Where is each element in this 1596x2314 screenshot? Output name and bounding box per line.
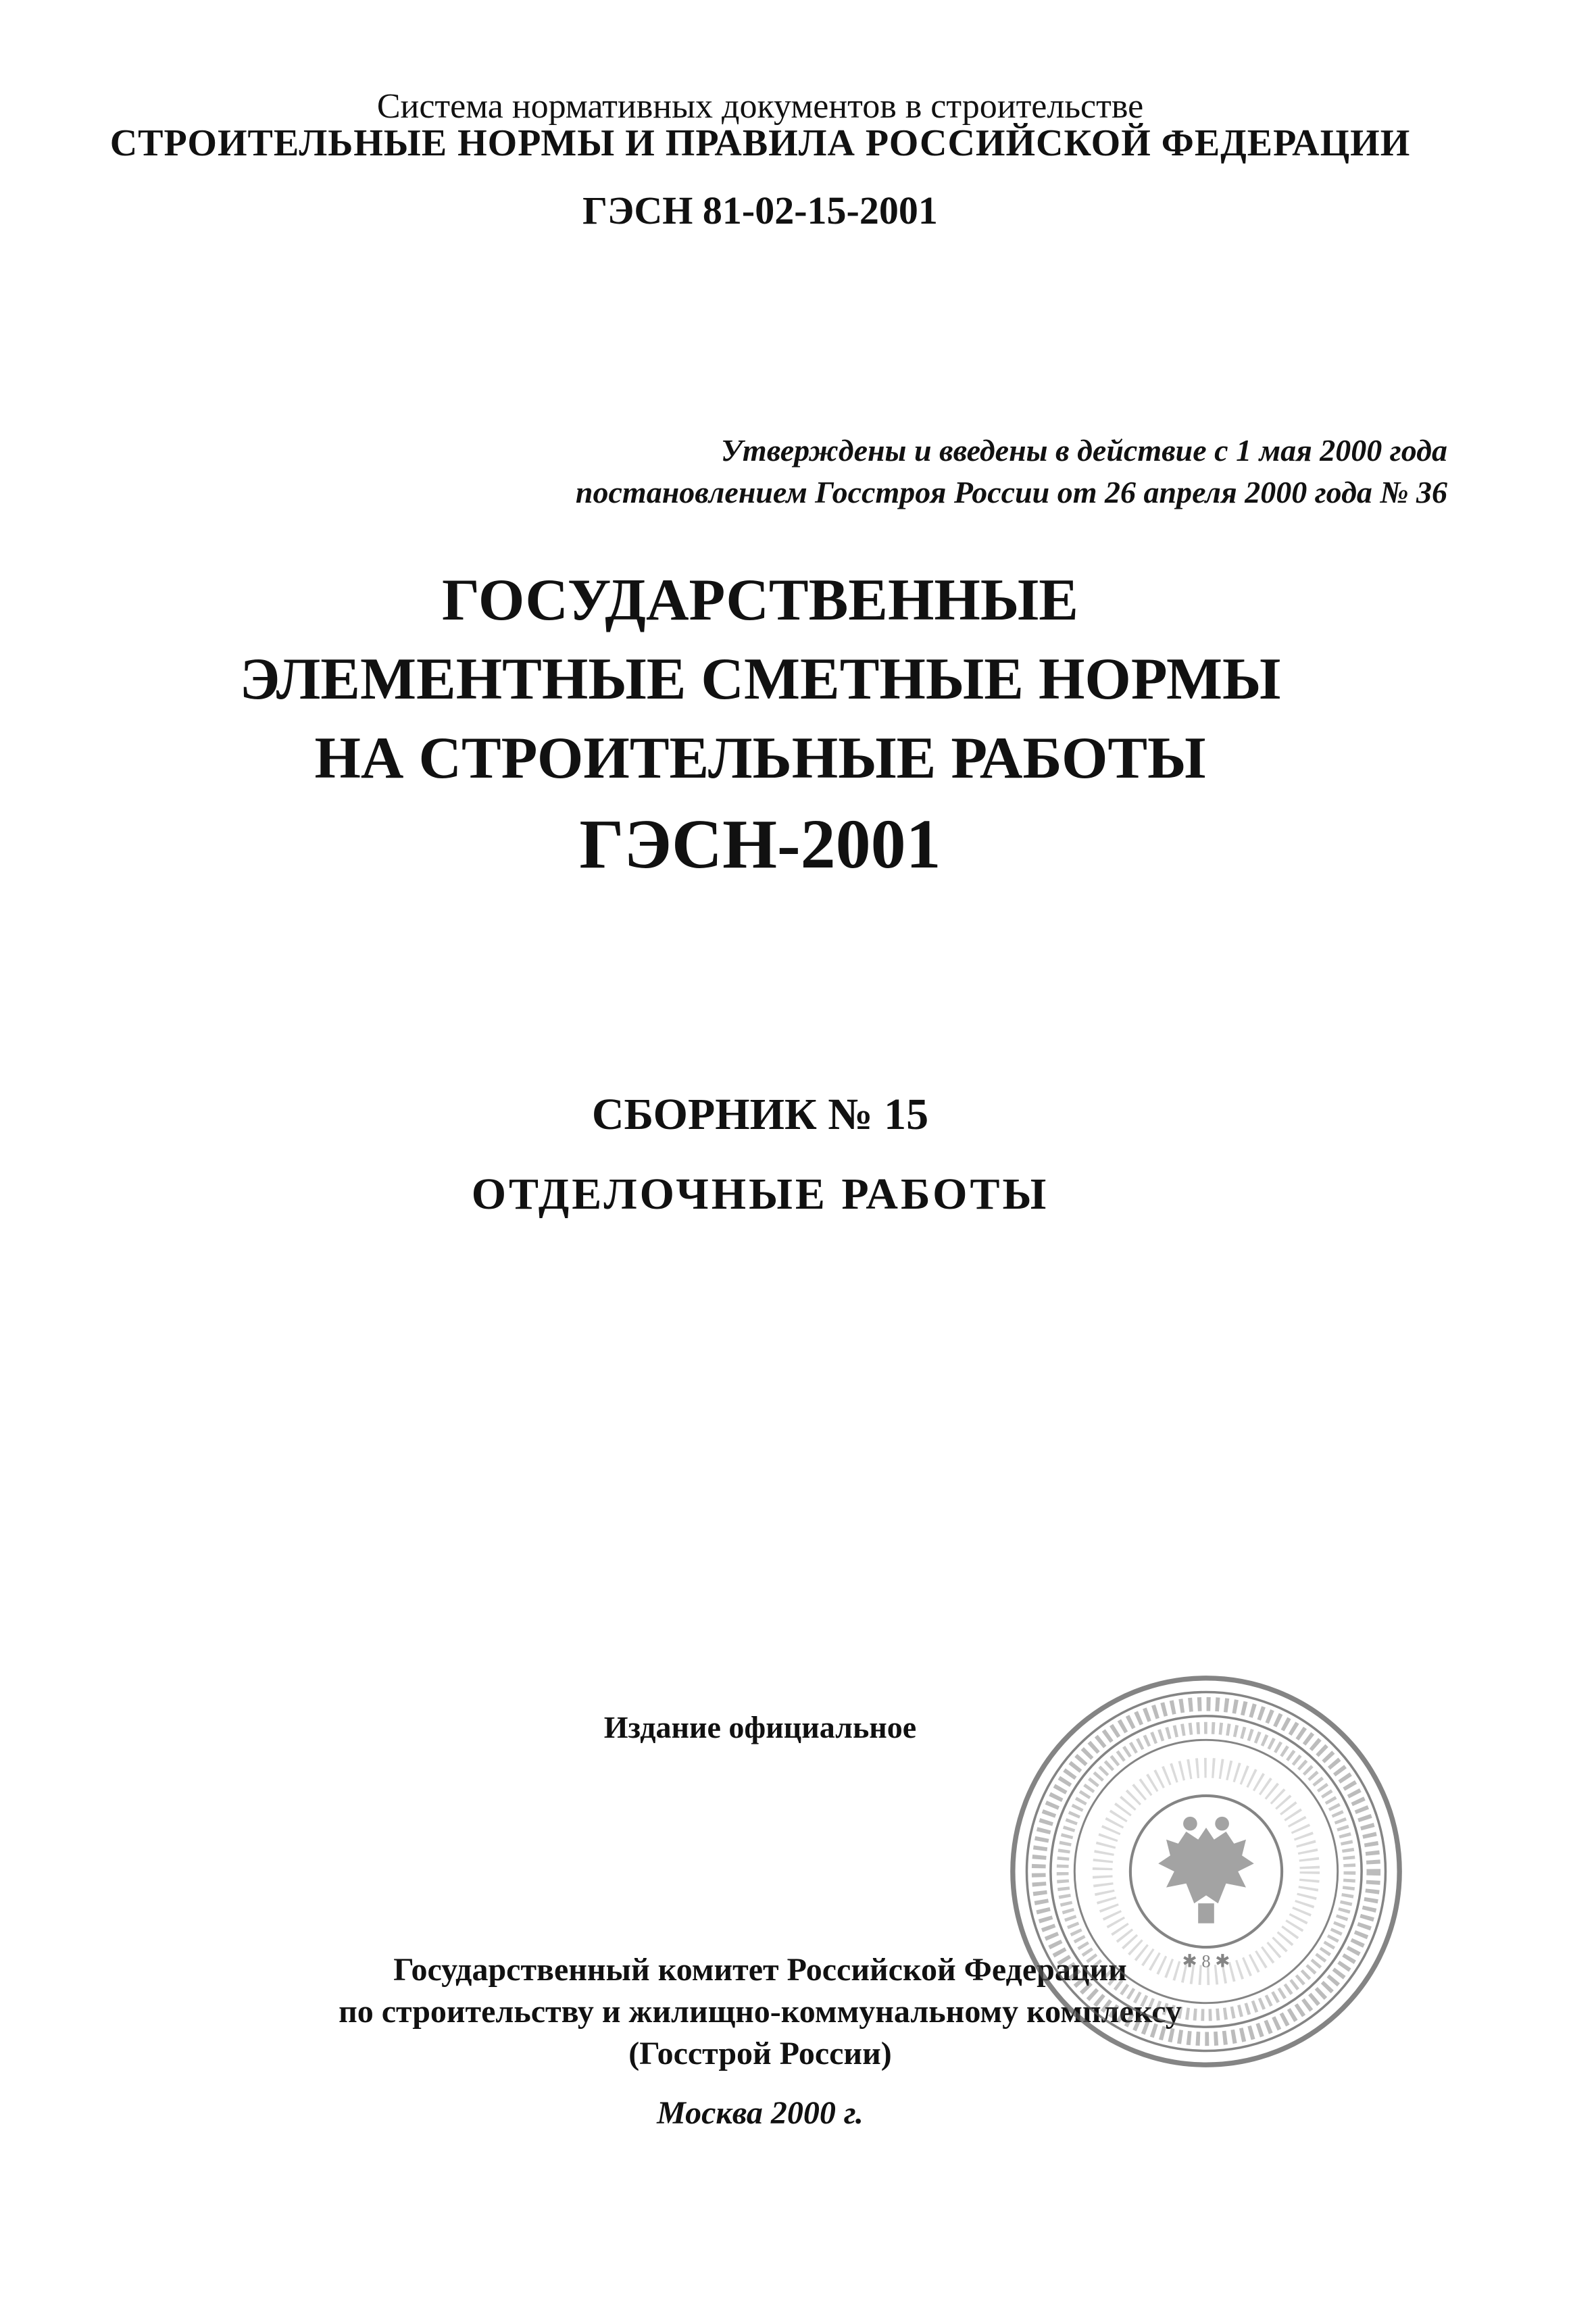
- publisher-line-2: по строительству и жилищно-коммунальному комплексу: [339, 1994, 1182, 2030]
- main-title-line-3: НА СТРОИТЕЛЬНЫЕ РАБОТЫ: [314, 726, 1206, 791]
- publisher-line-3: (Госстрой России): [628, 2036, 892, 2071]
- edition-label: Издание официальное: [603, 1710, 917, 1744]
- main-title-line-2: ЭЛЕМЕНТНЫЕ СМЕТНЫЕ НОРМЫ: [239, 647, 1281, 712]
- seal-stamp-icon: [1007, 1672, 1405, 2071]
- collection-theme: ОТДЕЛОЧНЫЕ РАБОТЫ: [471, 1169, 1049, 1219]
- approval-line-1: Утверждены и введены в действие с 1 мая 2000 года: [720, 433, 1447, 468]
- main-title-line-1: ГОСУДАРСТВЕННЫЕ: [442, 568, 1078, 633]
- collection-number: СБОРНИК № 15: [591, 1090, 929, 1139]
- document-code: ГЭСН 81-02-15-2001: [582, 188, 938, 232]
- city-year: Москва 2000 г.: [657, 2095, 864, 2131]
- series-title: Система нормативных документов в строительстве: [376, 87, 1144, 126]
- approval-line-2: постановлением Госстроя России от 26 апреля 2000 года № 36: [575, 475, 1447, 509]
- snip-title: СТРОИТЕЛЬНЫЕ НОРМЫ И ПРАВИЛА РОССИЙСКОЙ ФЕДЕРАЦИИ: [109, 122, 1411, 164]
- main-title-code: ГЭСН-2001: [579, 805, 941, 883]
- svg-text:✱ 8 ✱: ✱ 8 ✱: [1182, 1951, 1230, 1971]
- publisher-line-1: Государственный комитет Российской Федерации: [393, 1952, 1127, 1988]
